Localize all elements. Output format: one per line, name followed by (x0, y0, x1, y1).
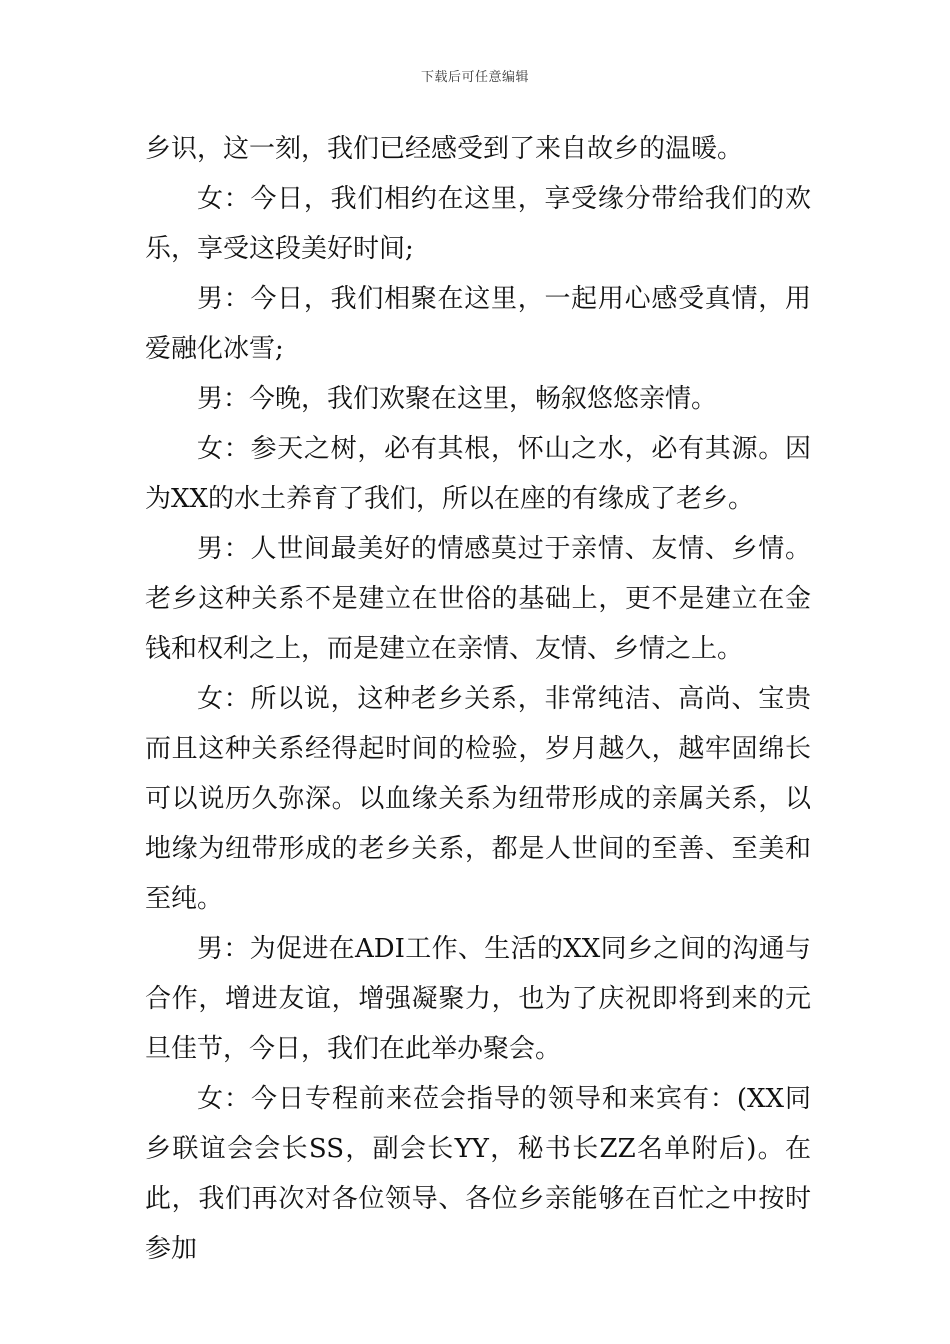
paragraph: 男：今日，我们相聚在这里，一起用心感受真情，用爱融化冰雪; (145, 284, 811, 364)
paragraph: 男：今晚，我们欢聚在这里，畅叙悠悠亲情。 (197, 384, 718, 414)
paragraph: 男：人世间最美好的情感莫过于亲情、友情、乡情。老乡这种关系不是建立在世俗的基础上，更不是建立在金钱和权利之上，而是建立在亲情、友情、乡情之上。 (145, 534, 811, 664)
paragraph: 女：今日，我们相约在这里，享受缘分带给我们的欢乐，享受这段美好时间; (145, 184, 811, 264)
paragraph: 女：今日专程前来莅会指导的领导和来宾有：(XX同乡联谊会会长SS，副会长YY，秘书长ZZ名单附后)。在此，我们再次对各位领导、各位乡亲能够在百忙之中按时参加 (145, 1084, 811, 1264)
paragraph: 男：为促进在ADI工作、生活的XX同乡之间的沟通与合作，增进友谊，增强凝聚力，也为了庆祝即将到来的元旦佳节，今日，我们在此举办聚会。 (145, 934, 811, 1064)
paragraph: 女：参天之树，必有其根，怀山之水，必有其源。因为XX的水土养育了我们，所以在座的有缘成了老乡。 (145, 434, 811, 514)
paragraph: 乡识，这一刻，我们已经感受到了来自故乡的温暖。 (145, 134, 744, 164)
paragraph: 女：所以说，这种老乡关系，非常纯洁、高尚、宝贵而且这种关系经得起时间的检验，岁月越久，越牢固绵长可以说历久弥深。以血缘关系为纽带形成的亲属关系，以地缘为纽带形成的老乡关系，都是人世间的至善、至美和至纯。 (145, 684, 811, 914)
header-note: 下载后可任意编辑 (420, 70, 529, 85)
document-body (145, 124, 811, 1274)
